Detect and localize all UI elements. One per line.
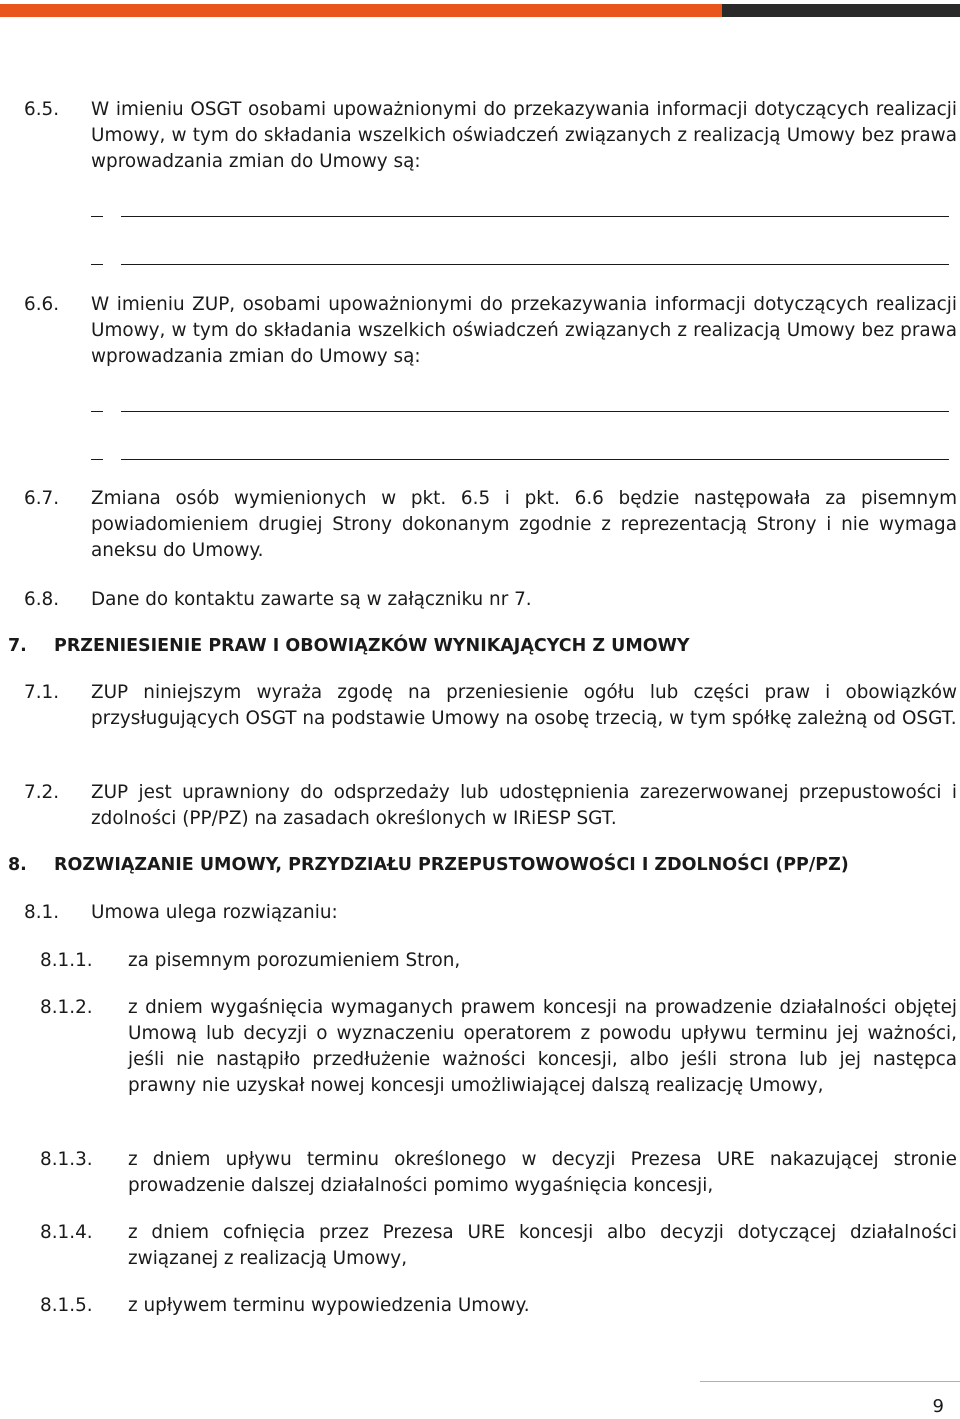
clause-text: W imieniu OSGT osobami upoważnionymi do przekazywania informacji dotyczących realizacji Umowy, w tym do składania wszelkich oświadczeń związanych z realizacją Umowy bez prawa wprowadzania zmian do Umowy są: (91, 99, 957, 172)
clause-number: 8.1.2. (40, 997, 93, 1018)
blank-underline (121, 459, 949, 460)
heading-title: ROZWIĄZANIE UMOWY, PRZYDZIAŁU PRZEPUSTOWOWOŚCI I ZDOLNOŚCI (PP/PZ) (54, 855, 849, 875)
blank-dash (91, 254, 103, 265)
heading-title: PRZENIESIENIE PRAW I OBOWIĄZKÓW WYNIKAJĄCYCH Z UMOWY (54, 636, 690, 656)
clause-text: z dniem upływu terminu określonego w decyzji Prezesa URE nakazującej stronie prowadzenie dalszej działalności pomimo wygaśnięcia koncesji, (128, 1149, 957, 1196)
clause-number: 6.7. (24, 488, 60, 509)
clause-8-1 (0, 900, 960, 928)
heading-number: 8. (8, 855, 27, 875)
clause-number: 8.1. (24, 902, 60, 923)
clause-number: 8.1.1. (40, 950, 93, 971)
blank-underline (121, 216, 949, 217)
heading-number: 7. (8, 636, 27, 656)
clause-text: ZUP jest uprawniony do odsprzedaży lub udostępnienia zarezerwowanej przepustowości i zdolności (PP/PZ) na zasadach określonych w IRiESP SGT. (91, 782, 957, 829)
clause-text: z upływem terminu wypowiedzenia Umowy. (128, 1295, 530, 1316)
blank-line-6-6-2[interactable] (91, 441, 949, 467)
clause-number: 6.5. (24, 99, 60, 120)
blank-underline (121, 411, 949, 412)
clause-text: ZUP niniejszym wyraża zgodę na przeniesienie ogółu lub części praw i obowiązków przysługujących OSGT na podstawie Umowy na osobę trzecią, w tym spółkę zależną od OSGT. (91, 682, 957, 729)
blank-underline (121, 264, 949, 265)
clause-text: Dane do kontaktu zawarte są w załączniku nr 7. (91, 589, 532, 610)
page-number: 9 (932, 1396, 944, 1417)
clause-number: 8.1.5. (40, 1295, 93, 1316)
clause-6-7 (0, 486, 960, 566)
blank-dash (91, 206, 103, 217)
clause-6-5 (0, 97, 960, 177)
clause-8-1-4 (0, 1220, 960, 1274)
clause-6-8 (0, 587, 960, 615)
clause-8-1-5 (0, 1293, 960, 1321)
blank-line-6-5-1[interactable] (91, 198, 949, 224)
clause-text: W imieniu ZUP, osobami upoważnionymi do przekazywania informacji dotyczących realizacji Umowy, w tym do składania wszelkich oświadczeń związanych z realizacją Umowy bez prawa wprowadzania zmian do Umowy są: (91, 294, 957, 367)
clause-number: 8.1.3. (40, 1149, 93, 1170)
clause-text: Umowa ulega rozwiązaniu: (91, 902, 338, 923)
clause-number: 7.1. (24, 682, 60, 703)
clause-8-1-2 (0, 995, 960, 1127)
blank-dash (91, 449, 103, 460)
clause-7-1 (0, 680, 960, 760)
clause-number: 7.2. (24, 782, 60, 803)
clause-6-6 (0, 292, 960, 372)
blank-line-6-5-2[interactable] (91, 246, 949, 272)
blank-dash (91, 401, 103, 412)
header-bar-dark (722, 4, 960, 17)
clause-text: Zmiana osób wymienionych w pkt. 6.5 i pkt. 6.6 będzie następowała za pisemnym powiadomieniem drugiej Strony dokonanym zgodnie z reprezentacją Strony i nie wymaga aneksu do Umowy. (91, 488, 957, 561)
clause-number: 8.1.4. (40, 1222, 93, 1243)
footer-divider (700, 1381, 960, 1382)
clause-text: z dniem wygaśnięcia wymaganych prawem koncesji na prowadzenie działalności objętej Umową lub decyzji o wyznaczeniu operatorem z powodu upływu terminu jej ważności, jeśli nie nastąpiło przedłużenie ważności koncesji, albo jeśli strona lub jej następca prawny nie uzyskał nowej koncesji umożliwiającej dalszą realizację Umowy, (128, 997, 957, 1096)
clause-8-1-1 (0, 948, 960, 976)
clause-text: za pisemnym porozumieniem Stron, (128, 950, 461, 971)
clause-text: z dniem cofnięcia przez Prezesa URE koncesji albo decyzji dotyczącej działalności związanej z realizacją Umowy, (128, 1222, 957, 1269)
clause-8-1-3 (0, 1147, 960, 1201)
clause-7-2 (0, 780, 960, 834)
clause-number: 6.6. (24, 294, 60, 315)
blank-line-6-6-1[interactable] (91, 393, 949, 419)
clause-number: 6.8. (24, 589, 60, 610)
header-bar-orange (0, 4, 722, 17)
header-bar (0, 0, 960, 20)
